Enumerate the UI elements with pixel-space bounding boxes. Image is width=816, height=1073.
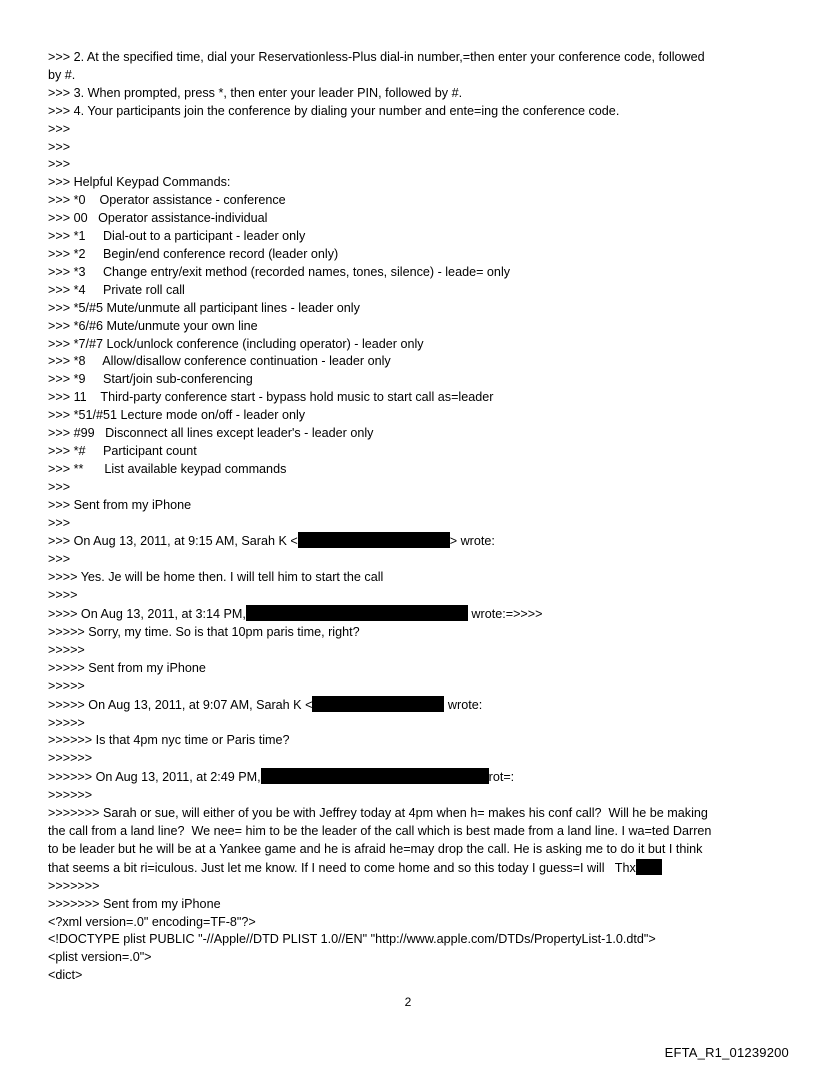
text-line: >>> *4 Private roll call [48, 282, 185, 297]
text-line: >>>> On Aug 13, 2011, at 3:14 PM, wrote:=>>>> [48, 607, 543, 622]
text-line: >>> [48, 552, 71, 567]
text-line: >>> *1 Dial-out to a participant - leader only [48, 229, 306, 244]
text-line: >>> *51/#51 Lecture mode on/off - leader only [48, 408, 306, 423]
text-line: >>>>> [48, 715, 85, 730]
text-line: >>> *6/#6 Mute/unmute your own line [48, 318, 258, 333]
text-line: <plist version=.0"> [48, 950, 152, 965]
text-line: >>> Sent from my iPhone [48, 497, 192, 512]
text-line: >>>>>> On Aug 13, 2011, at 2:49 PM, rot=: [48, 770, 515, 785]
redaction-box [312, 696, 444, 712]
text-line: >>> [48, 157, 71, 172]
text-line: >>>>> [48, 678, 85, 693]
text-line: >>>>>> Is that 4pm nyc time or Paris time? [48, 733, 290, 748]
text-line: >>> *8 Allow/disallow conference continuation - leader only [48, 354, 391, 369]
text-line: >>> [48, 515, 71, 530]
page-number: 2 [404, 995, 412, 1009]
text-line: >>> ** List available keypad commands [48, 461, 287, 476]
text-line: >>>>> [48, 642, 85, 657]
text-line: >>> #99 Disconnect all lines except leader's - leader only [48, 426, 374, 441]
redaction-box [246, 605, 468, 621]
text-line: >>>>>>> Sent from my iPhone [48, 896, 221, 911]
text-line: >>> [48, 139, 71, 154]
redaction-box [261, 768, 489, 784]
text-line: >>>>>>> Sarah or sue, will either of you be with Jeffrey today at 4pm when h= makes his conf call? Will he be making [48, 806, 708, 821]
text-line: that seems a bit ri=iculous. Just let me know. If I need to come home and so this today I guess=I will Thx [48, 859, 778, 878]
document-id: EFTA_R1_01239200 [664, 1045, 789, 1060]
text-line: >>> On Aug 13, 2011, at 9:15 AM, Sarah K < > wrote: [48, 534, 495, 549]
redaction-box [298, 532, 450, 548]
text-line: >>> *# Participant count [48, 443, 197, 458]
text-line: >>>>> Sent from my iPhone [48, 660, 206, 675]
text-line: to be leader but he will be at a Yankee game and he is afraid he=may drop the call. He is asking me to do it but I think [48, 841, 703, 856]
text-line: >>> *9 Start/join sub-conferencing [48, 372, 253, 387]
text-line: >>>>>> [48, 751, 93, 766]
redaction-box [636, 859, 662, 875]
text-line: >>>> Yes. Je will be home then. I will tell him to start the call [48, 570, 384, 585]
text-line: >>> 00 Operator assistance-individual [48, 211, 268, 226]
text-line: >>> 3. When prompted, press *, then enter your leader PIN, followed by #. [48, 85, 463, 100]
text-line: >>> 4. Your participants join the conference by dialing your number and ente=ing the conference code. [48, 103, 620, 118]
text-line: >>> [48, 121, 71, 136]
text-line: <dict> [48, 968, 83, 983]
text-line: >>> 2. At the specified time, dial your Reservationless-Plus dial-in number,=then enter your conference code, followed [48, 50, 705, 64]
email-body [48, 49, 778, 985]
text-line: >>> 11 Third-party conference start - bypass hold music to start call as=leader [48, 390, 494, 405]
text-line: by #. [48, 67, 76, 82]
text-line: >>> *7/#7 Lock/unlock conference (including operator) - leader only [48, 336, 424, 351]
text-line: <!DOCTYPE plist PUBLIC "-//Apple//DTD PLIST 1.0//EN" "http://www.apple.com/DTDs/PropertyList-1.0.dtd"> [48, 932, 656, 947]
text-line: >>> *0 Operator assistance - conference [48, 193, 286, 208]
text-line: >>>>> Sorry, my time. So is that 10pm paris time, right? [48, 625, 360, 639]
text-line: the call from a land line? We nee= him to be the leader of the call which is best made from a land line. I wa=ted Darren [48, 823, 712, 838]
text-line: >>> *2 Begin/end conference record (leader only) [48, 246, 339, 261]
text-line: >>> *5/#5 Mute/unmute all participant lines - leader only [48, 300, 360, 315]
text-line: >>>>>>> [48, 878, 100, 893]
text-line: >>> Helpful Keypad Commands: [48, 175, 231, 190]
text-line: >>>> [48, 588, 78, 603]
text-line: >>>>>> [48, 788, 93, 803]
text-line: >>>>> On Aug 13, 2011, at 9:07 AM, Sarah K < wrote: [48, 697, 483, 712]
text-line: >>> *3 Change entry/exit method (recorded names, tones, silence) - leade= only [48, 264, 511, 279]
text-line: <?xml version=.0" encoding=TF-8"?> [48, 914, 256, 929]
text-line: >>> [48, 479, 71, 494]
